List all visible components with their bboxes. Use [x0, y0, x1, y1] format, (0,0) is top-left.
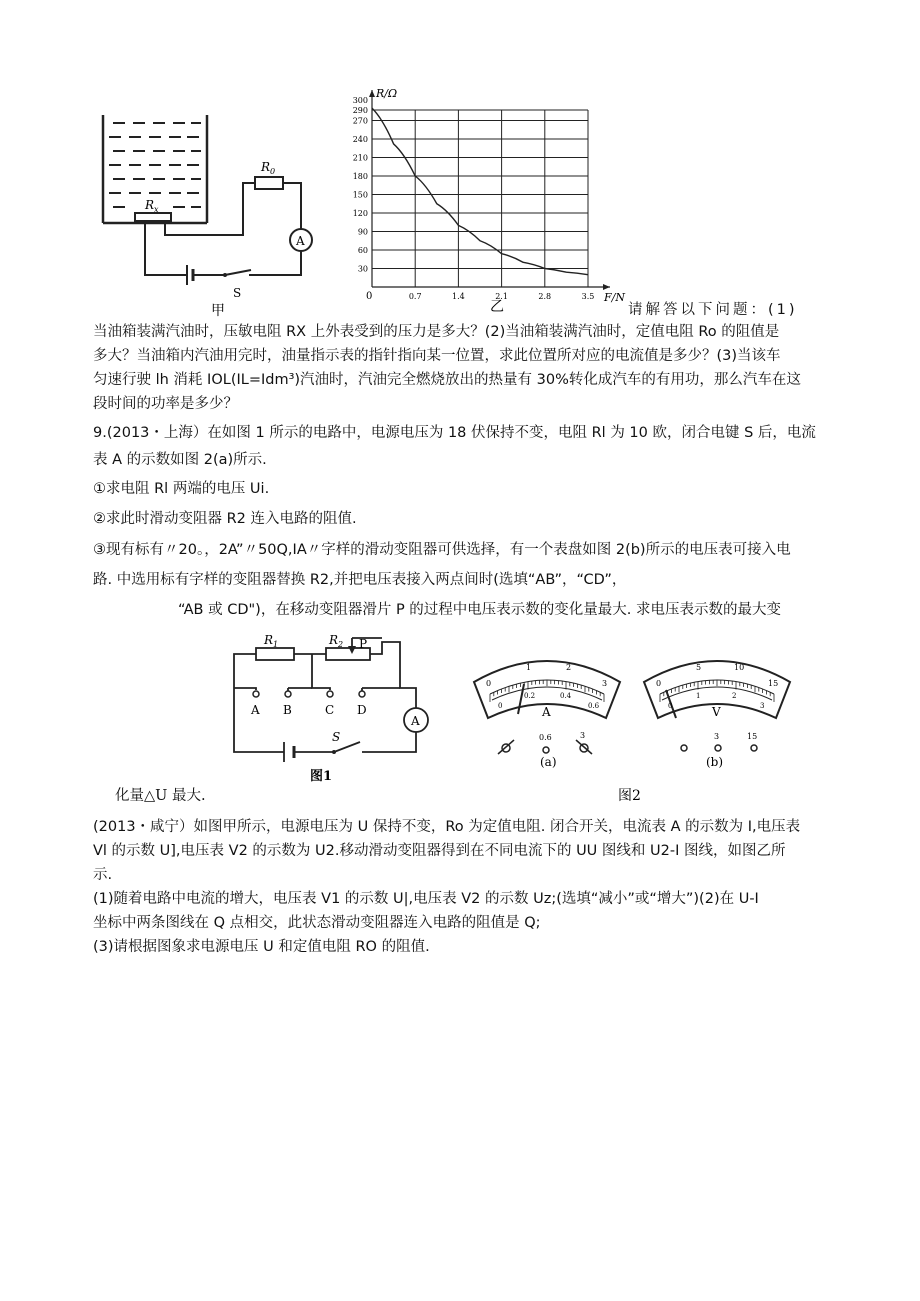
y-axis-arrow	[369, 90, 375, 97]
q9-item1: ①求电阻 Rl 两端的电压 Ui.	[93, 481, 270, 497]
x-tick-label: 1.4	[452, 292, 465, 301]
fig1-terminal-b	[285, 691, 291, 697]
para1-line4: 段时间的功率是多少？	[93, 396, 238, 412]
figure-yi-caption: 乙	[490, 299, 504, 314]
meter-v-inner-tick-2: 3	[760, 702, 765, 710]
q9-item3c: “AB 或 CD")，在移动变阻器滑片 P 的过程中电压表示数的变化量最大. 求电压表示数的最大变	[178, 602, 782, 618]
meter-v-outer-tick-2: 10	[734, 663, 745, 672]
fig1-r1	[256, 648, 294, 660]
fig1-label-d: D	[357, 703, 367, 717]
meter-a-outer-tick-1: 1	[526, 663, 532, 672]
ammeter-letter: A	[296, 234, 305, 248]
oil-dashes	[109, 123, 201, 207]
y-tick-label: 90	[357, 227, 368, 237]
y-tick-label: 210	[352, 153, 368, 163]
y-tick-label: 120	[352, 209, 368, 218]
figure-yi-r-f-chart	[340, 82, 635, 314]
q9-tail: 化量△U 最大.	[115, 788, 206, 804]
q9-item2: ②求此时滑动变阻器 R2 连入电路的阻值.	[93, 511, 357, 527]
meter-a-inner-tick-2: 0.6	[588, 702, 600, 710]
chart-grid	[372, 110, 588, 287]
q10-line4: (1)随着电路中电流的增大，电压表 V1 的示数 U|,电压表 V2 的示数 Uz;(选填“减小”或“增大”)(2)在 U-I	[93, 891, 759, 907]
figure-yi-tail-text: 请解答以下问题：(1)	[628, 302, 798, 318]
y-tick-label: 150	[352, 190, 368, 200]
chart-y-axis-label: R/Ω	[376, 87, 398, 100]
meter-a-terminals	[498, 740, 592, 754]
meter-v-terminal-1: 15	[747, 732, 758, 741]
fig1-switch-label: S	[332, 730, 341, 744]
meter-a-outer-tick-3: 3	[602, 679, 608, 688]
meter-v-inner-tick-1: 2	[732, 692, 737, 700]
meter-a-caption: (a)	[540, 755, 557, 769]
q9-item3a: ③现有标有〃20。，2A”〃50Q,IA〃字样的滑动变阻器可供选择，有一个表盘如图 2(b)所示的电压表可接入电	[93, 542, 791, 558]
meter-a-inner-tick-1: 0.4	[560, 692, 572, 700]
rx-label: $R_x$	[145, 198, 159, 214]
meter-v-terminal-0: 3	[714, 732, 720, 741]
meter-v-inner-tick-0: 1	[696, 692, 701, 700]
r0-label: $R_0$	[261, 160, 276, 176]
fig1-r2-label: $R_2$	[329, 633, 344, 649]
fig1-terminal-d	[359, 691, 365, 697]
y-tick-label: 180	[352, 172, 368, 181]
figure-jia-oil-tank-circuit	[95, 105, 325, 320]
meter-v-inner-zero: 0	[668, 702, 673, 710]
meter-a-terminal-0: 0.6	[539, 733, 552, 742]
fig1-caption: 图1	[310, 769, 333, 784]
wires	[145, 183, 301, 275]
y-tick-label: 240	[352, 135, 368, 144]
x-axis-arrow	[603, 284, 610, 290]
r0-resistor	[255, 177, 283, 189]
meter-a-outer-tick-0: 0	[486, 679, 492, 688]
chart-x-axis-label: F/N	[604, 291, 625, 304]
meter-a-inner-tick-0: 0.2	[524, 692, 536, 700]
switch-blade	[225, 270, 251, 275]
figure-jia-caption: 甲	[211, 303, 225, 319]
fig1-terminal-a	[253, 691, 259, 697]
meter-a-outer-tick-2: 2	[566, 663, 572, 672]
q10-line5: 坐标中两条图线在 Q 点相交，此状态滑动变阻器连入电路的阻值是 Q;	[93, 915, 541, 931]
figure1-circuit	[222, 630, 437, 785]
figure2-meters	[462, 640, 807, 805]
para1-line1: 当油箱装满汽油时，压敏电阻 RX 上外表受到的压力是多大？(2)当油箱装满汽油时，定值电阻 Ro 的阻值是	[93, 324, 780, 340]
meter-v-caption: (b)	[706, 755, 724, 769]
y-tick-label: 30	[357, 264, 368, 274]
meter-v-outer-tick-3: 15	[768, 679, 779, 688]
fig1-ammeter-letter: A	[411, 714, 420, 728]
y-tick-label: 270	[352, 116, 368, 126]
meter-a-inner-zero: 0	[498, 702, 503, 710]
q9-line2: 表 A 的示数如图 2(a)所示.	[93, 452, 267, 468]
x-tick-label: 0.7	[408, 292, 422, 301]
fig1-p-label: P	[359, 637, 368, 651]
q10-line6: (3)请根据图象求电源电压 U 和定值电阻 RO 的阻值.	[93, 939, 430, 955]
meter-a-terminal-1: 3	[580, 731, 586, 740]
chart-origin-label: 0	[366, 291, 373, 302]
q10-line1: (2013・咸宁）如图甲所示，电源电压为 U 保持不变，Ro 为定值电阻. 闭合开关，电流表 A 的示数为 I,电压表	[93, 819, 801, 835]
q10-line2: Vl 的示数 U],电压表 V2 的示数为 U2.移动滑动变阻器得到在不同电流下的 UU 图线和 U2-I 图线，如图乙所	[93, 843, 786, 859]
rx-sensor	[135, 213, 171, 221]
meter-v-terminals	[681, 745, 757, 751]
y-tick-label: 290	[352, 106, 368, 116]
fig1-terminal-c	[327, 691, 333, 697]
q9-line1: 9.(2013・上海）在如图 1 所示的电路中，电源电压为 18 伏保持不变，电阻 Rl 为 10 欧，闭合电键 S 后，电流	[93, 425, 816, 441]
meter-a-letter: A	[542, 705, 551, 719]
para1-line3: 匀速行驶 lh 消耗 IOL(IL=Idm³)汽油时，汽油完全燃烧放出的热量有 30%转化成汽车的有用功，那么汽车在这	[93, 372, 801, 388]
chart-y-ticks	[353, 96, 368, 274]
q9-item3b: 路. 中选用标有字样的变阻器替换 R2,并把电压表接入两点间时(选填“AB”，“CD”，	[93, 572, 627, 588]
meter-v-letter: V	[712, 705, 721, 719]
y-tick-label: 300	[352, 96, 368, 105]
meter-v-outer-tick-1: 5	[696, 663, 702, 672]
fig1-r1-label: $R_1$	[264, 633, 279, 649]
switch-label: S	[233, 286, 242, 300]
x-tick-label: 2.1	[495, 292, 508, 301]
x-tick-label: 3.5	[581, 292, 595, 301]
y-tick-label: 60	[357, 246, 368, 255]
fig2-caption: 图2	[618, 788, 641, 804]
meter-v-outer-tick-0: 0	[656, 679, 662, 688]
fig1-label-c: C	[325, 703, 335, 717]
para1-line2: 多大？当油箱内汽油用完时，油量指示表的指针指向某一位置，求此位置所对应的电流值是多少？(3)当该车	[93, 348, 781, 364]
fig1-label-b: B	[283, 703, 292, 717]
q10-line3: 示.	[93, 867, 113, 883]
fig1-label-a: A	[251, 703, 260, 717]
x-tick-label: 2.8	[538, 292, 552, 301]
